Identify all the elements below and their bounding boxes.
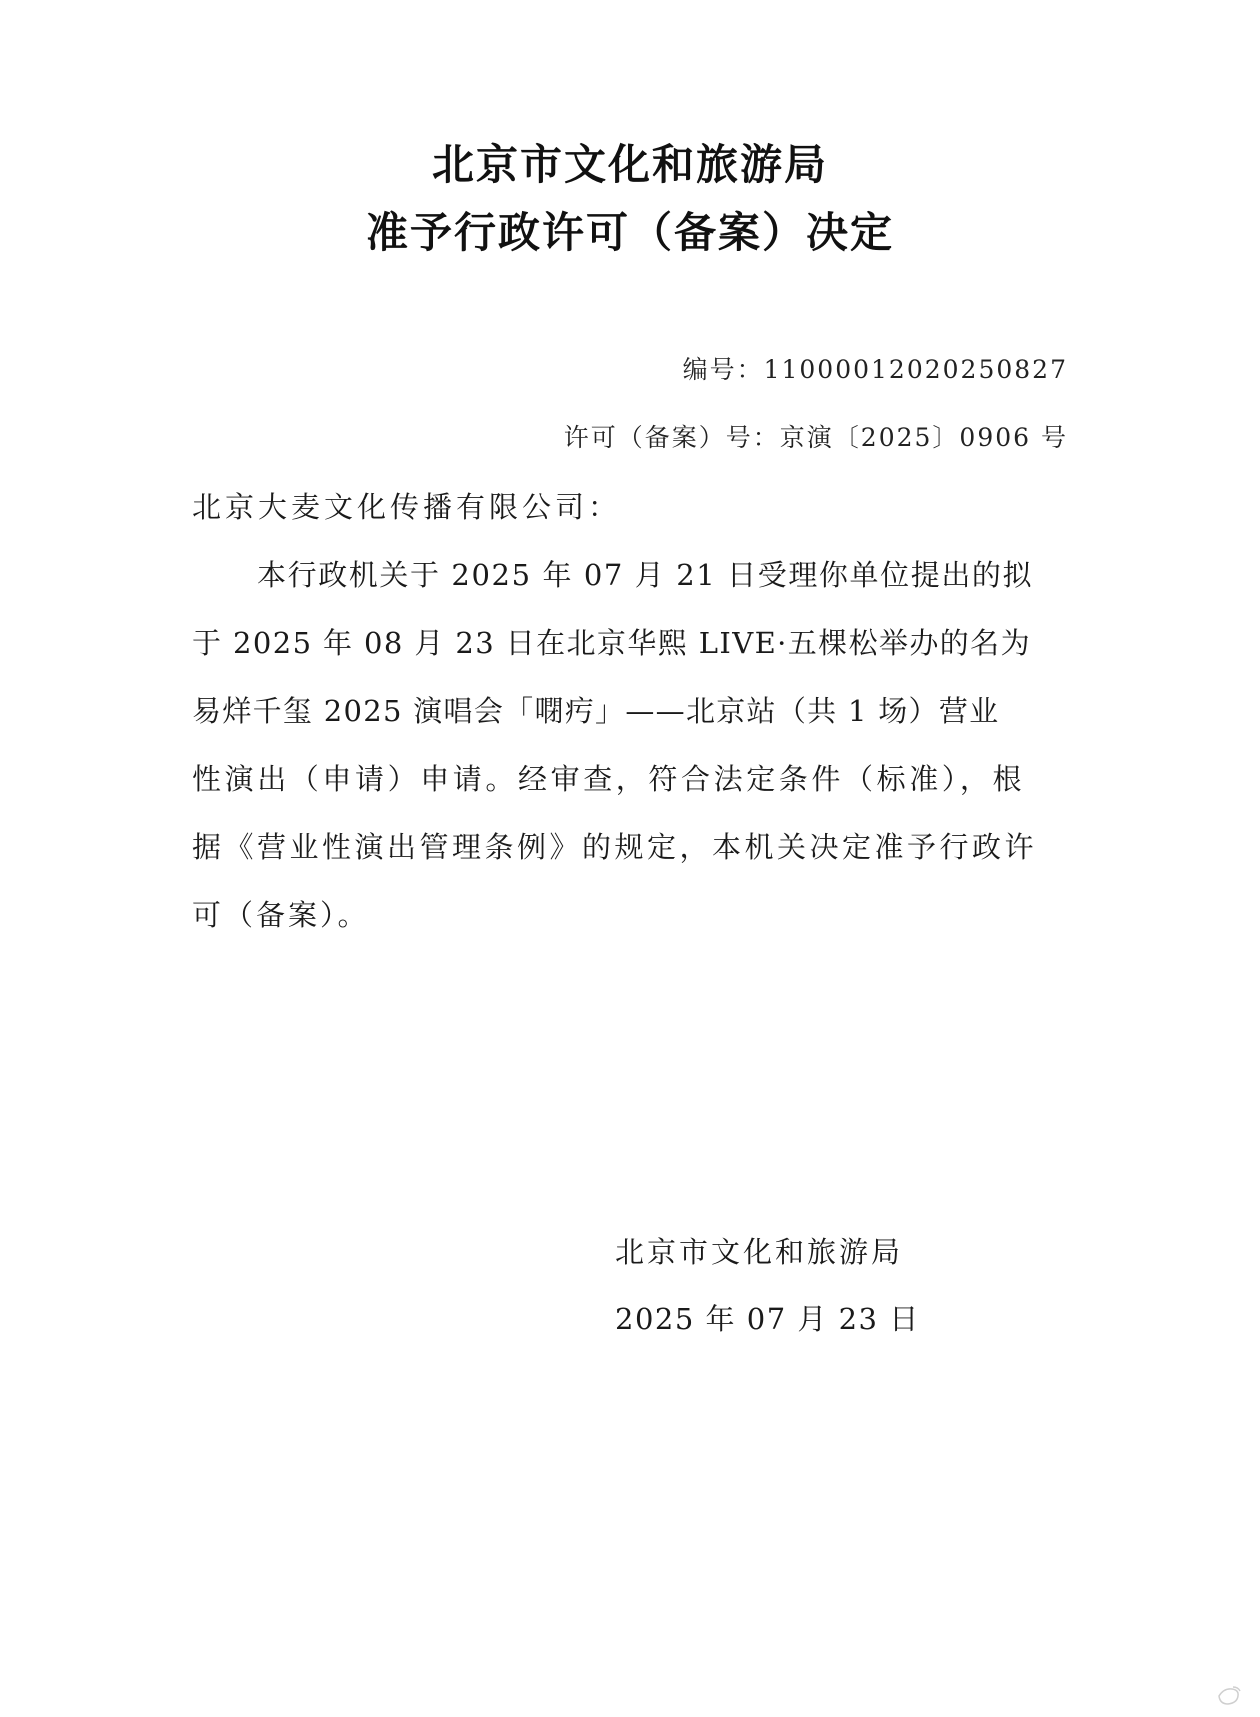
signature-issuer: 北京市文化和旅游局 (615, 1235, 904, 1269)
document-title: 准予行政许可（备案）决定 (365, 208, 894, 257)
body-line: 本行政机关于 2025 年 07 月 21 日受理你单位提出的拟 (257, 558, 1034, 592)
addressee: 北京大麦文化传播有限公司： (192, 490, 622, 524)
body-line: 性演出（申请）申请。经审查，符合法定条件（标准），根 (192, 762, 1026, 796)
body-line: 于 2025 年 08 月 23 日在北京华熙 LIVE·五棵松举办的名为 (192, 626, 1031, 660)
weibo-watermark-icon (1216, 1685, 1242, 1707)
document-number: 编号：1100001202025082​7 (682, 355, 1068, 384)
body-line: 可（备案）。 (192, 898, 370, 932)
document-issuer-heading: 北京市文化和旅游局 (431, 140, 828, 189)
signature-date: 2025 年 07 月 23 日 (615, 1302, 920, 1336)
license-number: 许可（备案）号：京演〔2025〕0906 号 (563, 423, 1068, 452)
body-line: 易烊千玺 2025 演唱会「𠻻㽲」——北京站（共 1 场）营业 (192, 694, 1000, 728)
body-line: 据《营业性演出管理条例》的规定，本机关决定准予行政许 (192, 830, 1038, 864)
